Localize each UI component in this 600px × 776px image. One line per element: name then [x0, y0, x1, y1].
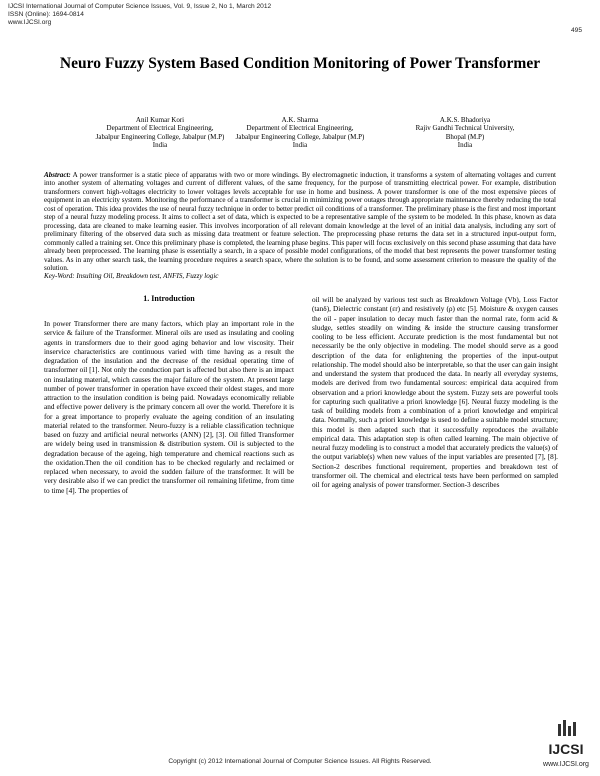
author-country: India [292, 141, 308, 150]
abstract-text: A power transformer is a static piece of apparatus with two or more windings. By electromagnetic induction, it transforms a system of alternating voltages and current into another system of alternating voltages and current of different values, of the same frequency, for the purpose of transmitting electrical power. For example, distribution transformers convert high-voltages electricity to lower voltages levels acceptable for use in home and business. A power transformer is one of the most expensive pieces of equipment in an electricity system. Monitoring the performance of a transformer is crucial in minimizing power outages through appropriate maintenance thereby reducing the total cost of operation. This idea provides the use of neural fuzzy technique in order to better predict oil conditions of a transformer. The preliminary phase is the first and most important step of a neural fuzzy modeling process. It aims to collect a set of data, which is expected to be a representative sample of the system to be modeled. In this phase, known as data processing, data are cleaned to make learning easier. This involves incorporation of all relevant domain knowledge at the level of an initial data analysis, including any sort of preliminary filtering of the observed data such as missing data treatment or feature selection. The preprocessing phase returns the data set in a structured input-output form, commonly called a training set. Once this preliminary phase is completed, the learning phase begins. This paper will focus exclusively on this second phase assuming that data have already been preprocessed. The learning phase is essentially a search, in a space of possible model configurations, of the model that best represents the power transformer testing values. As in any other search task, the learning procedure requires a search space, where the solution is to be found, and some assessment criterion to measure the quality of the solution. [44, 171, 556, 272]
author-org: Bhopal (M.P) [445, 132, 485, 141]
author-dept: Department of Electrical Engineering, [106, 124, 214, 133]
author-dept: Department of Electrical Engineering, [246, 124, 354, 133]
ijcsi-logo-icon [536, 718, 596, 770]
author-block-3 [385, 116, 545, 150]
author-name: Anil Kumar Kori [135, 116, 185, 124]
journal-line: IJCSI International Journal of Computer Science Issues, Vol. 9, Issue 2, No 1, March 2012 [8, 3, 272, 10]
intro-column-left: In power Transformer there are many factors, which play an important role in the service & failure of the Transformer. Mineral oils are used as insulating and cooling agents in transformers due to their good aging behavior and low viscosity. Their inservice characteristics are continuous varied with time having as a result the degradation of the insulation and the decrease of the residual operating time of transformer oil [1]. Not only the conduction part is affected but also there is an impact on insulating material, which causes the major failure of the system. At present large number of power transformer in operation have exceed their oldest stages, and more attraction to the insulation condition is being paid. Nowadays economically reliable and effective power delivery is the primary concern all over the world. Therefore it is for a great importance to properly evaluate the ageing condition of an insulating material related to the transformer. Neuro-fuzzy is a reliable classification technique based on fuzzy and artificial neural networks (ANN) [2], [3]. Oil filled Transformer are widely being used in transmission & distribution system. Oil is subjected to the degradation because of the ageing, high temperature and chemical reactions such as the oxidation.Then the oil condition has to be checked regularly and reclaimed or replaced when necessary, to avoid the sudden failure of the transformer. It will be very desirable also if we can predict the transformer oil remaining lifetime, from time to time [4]. The properties of [44, 320, 294, 495]
footer-copyright: Copyright (c) 2012 International Journal of Computer Science Issues. All Rights Reserved. [168, 758, 432, 765]
page-number: 495 [570, 27, 582, 34]
section-heading-introduction: 1. Introduction [143, 294, 195, 303]
author-org: Jabalpur Engineering College, Jabalpur (M.P) [235, 132, 365, 141]
logo-text: IJCSI [548, 741, 584, 757]
author-block-2 [220, 116, 380, 150]
website-line: www.IJCSI.org [8, 19, 52, 26]
abstract [44, 171, 556, 281]
author-org: Jabalpur Engineering College, Jabalpur (M.P) [95, 132, 225, 141]
intro-column-right: oil will be analyzed by various test such as Breakdown Voltage (Vb), Loss Factor (tanδ), Dielectric constant (εr) and resistively (ρ) etc [5]. Moisture & oxygen causes the oil - paper insulation to decay much faster than the normal rate, form acid & sludge, settles steadily on winding & inside the structure causing transformer cooling to be less efficient. Accurate prediction is the most fundamental but not necessarily be the only objective in modeling. The model should serve as a good description of the data for enlightening the properties of the input-output relationship. The model should also be interpretable, so that the user can gain insight and understand the system that produced the data. In nearly all everyday systems, models are derived from two fundamental sources: empirical data acquired from observation and a priori knowledge about the system. Fuzzy sets are powerful tools for capturing such qualitative a priori knowledge [6]. Neural fuzzy modeling is the task of building models from a combination of a priori knowledge and empirical data. Normally, such a priori knowledge is used to define a suitable model structure; this model is then adapted such that it successfully reproduces the available empirical data. This adaptation step is often called learning. The main objective of neural fuzzy modeling is to construct a model that accurately predicts the value(s) of the output variable(s) when new values of the input variables are presented [7], [8]. Section-2 describes functional requirement, properties and breakdown test of transformer oil. The chemical and electrical tests have been performed on sampled oil for ageing analysis of power transformer. Section-3 describes [312, 296, 558, 489]
issn-line: ISSN (Online): 1694-0814 [8, 11, 84, 18]
abstract-label: Abstract: [44, 171, 71, 179]
author-country: India [152, 141, 168, 150]
author-name: A.K. Sharma [281, 116, 319, 124]
author-block-1 [80, 116, 240, 150]
logo-url: www.IJCSI.org [543, 761, 589, 768]
paper-title: Neuro Fuzzy System Based Condition Monitoring of Power Transformer [59, 55, 541, 72]
keywords: Key-Word: Insulting Oil, Breakdown test, ANFIS, Fuzzy logic [44, 272, 219, 281]
author-country: India [457, 141, 473, 150]
author-name: A.K.S. Bhadoriya [439, 116, 491, 124]
author-dept: Rajiv Gandhi Technical University, [415, 124, 515, 133]
